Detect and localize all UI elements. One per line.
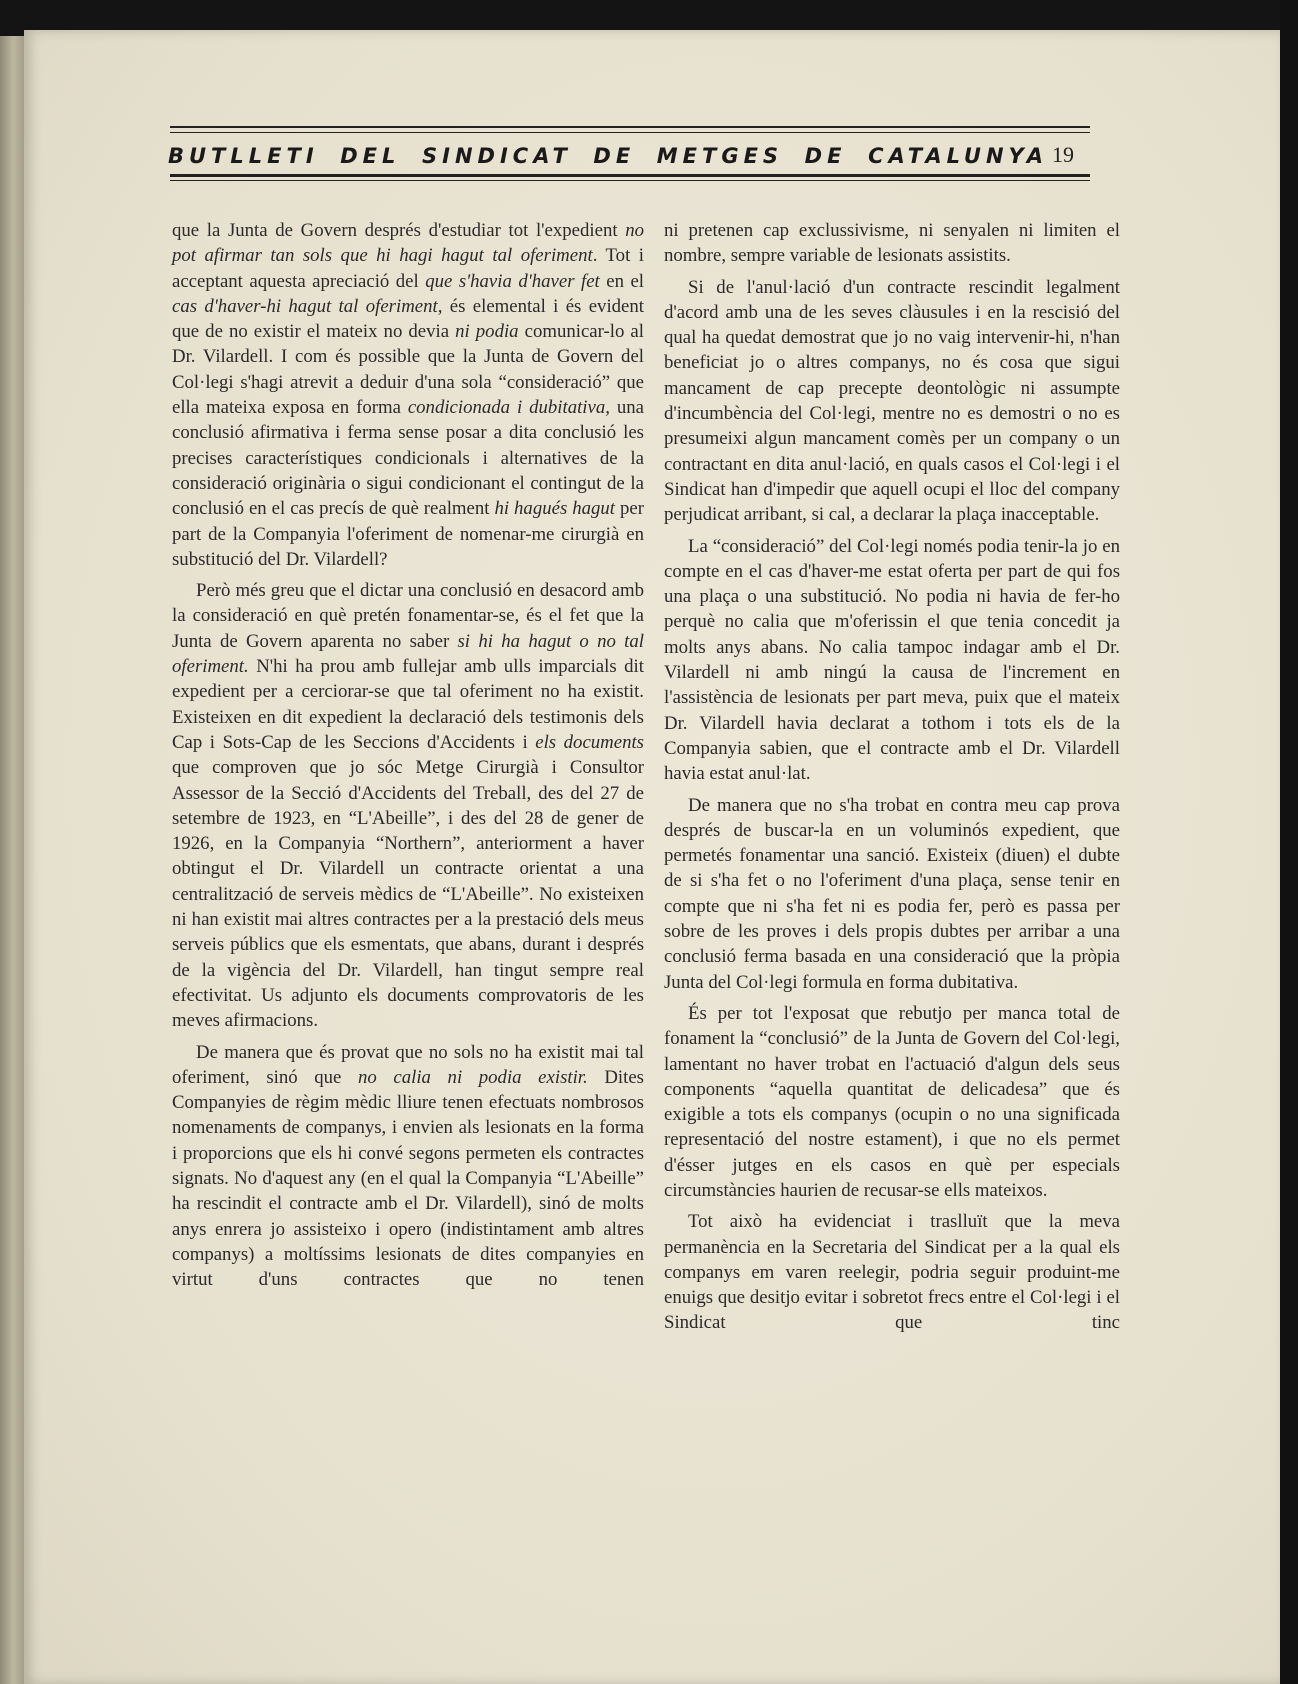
right-column bbox=[664, 218, 1120, 1342]
italic-text: no pot afirmar tan sols que hi hagi hagut tal oferiment bbox=[172, 220, 644, 267]
title-word: METGES bbox=[656, 144, 784, 168]
header-rule bbox=[170, 132, 1090, 133]
text-run: és elemental i és evident que de no existir el mateix no devia bbox=[172, 295, 644, 343]
paragraph: La “consideració” del Col·legi només podia tenir-la jo en compte en el cas d'haver-me estat oferta per part de qui fos una plaça o una substitució. No podia ni havia de fer-ho perquè no calia que m'oferissin el que tenia concedit ja molts anys abans. No calia tampoc indagar amb el Dr. Vilardell ni amb ningú la causa de l'increment en l'assistència de lesionats per part meva, puix que el mateix Dr. Vilardell havia declarat a tothom i tots els de la Companyia sabien, que el contracte amb el Dr. Vilardell havia estat anul·lat. bbox=[664, 535, 1120, 785]
italic-text: hi hagués hagut bbox=[494, 498, 616, 520]
paragraph: ni pretenen cap exclussivisme, ni senyalen ni limiten el nombre, sempre variable de lesionats assistits. bbox=[664, 220, 1120, 267]
text-run: Dites Companyies de règim mèdic lliure tenen efectuats nombrosos nomenaments de companys, i envien als lesionats en la forma i proporcions que els hi convé segons permeten els contractes signats. No d'aquest any (en el qual la Companyia “L'Abeille” ha rescindit el contracte amb el Dr. Vilardell), sinó de molts anys enrera jo assisteixo i opero (indistintament amb altres companys) a moltíssims lesionats de dites companyies en virtut d'uns contractes que no tenen bbox=[172, 1066, 644, 1291]
paragraph: Tot això ha evidenciat i traslluït que la meva permanència en la Secretaria del Sindicat per a la qual els companys em varen reelegir, podria seguir produint-me enuigs que desitjo evitar i sobretot frecs entre el Col·legi i el Sindicat que tinc bbox=[664, 1211, 1120, 1334]
text-run: en el bbox=[599, 270, 644, 292]
text-run: comunicar-lo al Dr. Vilardell. I com és possible que la Junta de Govern del Col·legi s'hagi atrevit a deduir d'una sola “consideració” que ella mateixa exposa en forma bbox=[172, 321, 644, 419]
publication-title bbox=[168, 144, 1048, 172]
header-rule bbox=[170, 180, 1090, 181]
italic-text: si hi ha hagut o no tal oferiment. bbox=[172, 630, 644, 678]
paragraph: És per tot l'exposat que rebutjo per manca total de fonament la “conclusió” de la Junta de Govern del Col·legi, lamentant no haver trobat en l'actuació d'algun dels seus components “aquella quantitat de delicadesa” que és exigible a tots els companys (ocupin o no una significada representació del nostre estament), i que no els permet d'ésser jutges en els casos en què per especials circumstàncies haurien de recusar-se ells mateixos. bbox=[664, 1002, 1120, 1201]
text-run: que comproven que jo sóc Metge Cirurgià i Consultor Assessor de la Secció d'Accidents del Treball, des del 27 de setembre de 1923, en “L'Abeille”, i des del 28 de gener de 1926, en la Companyia “Northern”, anteriorment a haver obtingut el Dr. Vilardell un contracte orientat a una centralització de serveis mèdics de “L'Abeille”. No existeixen ni han existit mai altres contractes per a la prestació dels meus serveis públics que els esmentats, que abans, durant i després de la vigència del Dr. Vilardell, han tingut sempre real efectivitat. Us adjunto els documents comprovatoris de les meves afirmacions. bbox=[172, 757, 644, 1032]
italic-text: que s'havia d'haver fet bbox=[425, 270, 600, 292]
text-run: per part de la Companyia l'oferiment de nomenar-me cirurgià en substitució del Dr. Vilardell? bbox=[172, 498, 644, 570]
left-column bbox=[172, 218, 644, 1298]
paragraph bbox=[172, 578, 644, 1033]
italic-text: condicionada i dubitativa, bbox=[407, 397, 610, 419]
title-word: DE bbox=[593, 144, 636, 168]
text-run: De manera que és provat que no sols no ha existit mai tal oferiment, sinó que bbox=[172, 1041, 644, 1088]
text-run: N'hi ha prou amb fullejar amb ulls imparcials dit expedient per a cerciorar-se que tal oferiment no ha existit. Existeixen en dit expedient la declaració dels testimonis dels Cap i Sots-Cap de les Seccions d'Accidents i bbox=[172, 656, 644, 753]
text-run: Però més greu que el dictar una conclusió en desacord amb la consideració en què pretén fonamentar-se, és el fet que la Junta de Govern aparenta no saber bbox=[172, 580, 644, 652]
italic-text: ni podia bbox=[455, 321, 519, 343]
title-word: BUTLLETI bbox=[168, 144, 319, 168]
scan-border-right bbox=[1280, 0, 1298, 1684]
book-spine bbox=[0, 36, 24, 1684]
paragraph: De manera que no s'ha trobat en contra meu cap prova després de buscar-la en un voluminós expedient, que permetés fonamentar una sanció. Existeix (diuen) el dubte de si s'ha fet o no l'oferiment d'una plaça, sense tenir en compte que ni s'ha fet ni es podia fer, però es passa per sobre de les proves i dels propis dubtes per arribar a una conclusió ferma basada en una consideració que la pròpia Junta del Col·legi formula en forma dubitativa. bbox=[664, 794, 1120, 993]
title-word: SINDICAT bbox=[422, 144, 572, 168]
text-run: . Tot i acceptant aquesta apreciació del bbox=[172, 245, 644, 292]
running-header bbox=[146, 100, 1102, 196]
italic-text: els documents bbox=[535, 731, 644, 753]
text-run: una conclusió afirmativa i ferma sense posar a dita conclusió les precises característiques condicionals i alternatives de la consideració originària o sigui condicionant el contingut de la conclusió en el cas precís de què realment bbox=[172, 397, 644, 520]
text-run: que la Junta de Govern després d'estudiar tot l'expedient bbox=[172, 220, 626, 241]
title-word: DE bbox=[804, 144, 847, 168]
page-number: 19 bbox=[1052, 142, 1074, 167]
title-word: DEL bbox=[340, 144, 401, 168]
paragraph bbox=[172, 218, 644, 572]
title-word: CATALUNYA bbox=[868, 144, 1048, 168]
italic-text: cas d'haver-hi hagut tal oferiment, bbox=[172, 295, 443, 317]
paragraph bbox=[172, 1040, 644, 1293]
paragraph: Si de l'anul·lació d'un contracte rescindit legalment d'acord amb una de les seves clàusules i en la rescisió del qual ha quedat demostrat que jo no vaig intervenir-hi, n'han beneficiat jo o altres companys, no és cosa que sigui mancament de cap precepte deontològic ni assumpte d'incumbència del Col·legi, mentre no es demostri o no es presumeixi algun mancament comès per un company o un contractant en dita anul·lació, en quals casos el Col·legi i el Sindicat han d'impedir que aquell ocupi el lloc del company perjudicat arribant, si cal, a declarar la plaça inacceptable. bbox=[664, 276, 1120, 526]
header-rule bbox=[170, 174, 1090, 177]
header-rule bbox=[170, 126, 1090, 128]
italic-text: no calia ni podia existir. bbox=[357, 1066, 588, 1088]
